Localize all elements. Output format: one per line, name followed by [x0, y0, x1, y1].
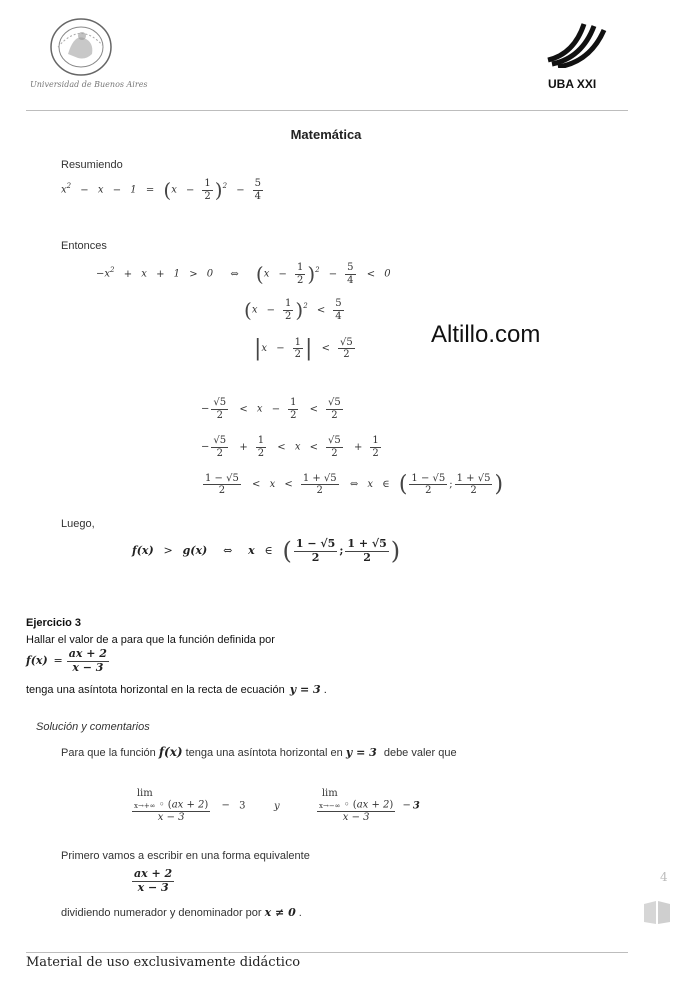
entonces-label: Entonces	[61, 240, 107, 252]
y-connector: y	[274, 801, 280, 812]
resumiendo-label: Resumiendo	[61, 159, 123, 171]
limit-minus-infinity: lim x→−∞ ◦ (ax + 2) x − 3 − 3	[319, 788, 420, 823]
watermark: Altillo.com	[431, 321, 541, 348]
inequality-line-5: − $\frac{√5}{2}$ + $\frac{1}{2}$ < x < $\frac{√5}{2}$ + $\frac{1}{2}$	[201, 435, 379, 459]
para-que-text-2: tenga una asíntota horizontal en	[185, 747, 343, 759]
footer-text: Material de uso exclusivamente didáctico	[26, 955, 301, 970]
equation-completing-square: $x^2 - x - 1 = (x$ − $\frac{1}{2}$ )$^2$ − $\frac{5}{4}$	[61, 178, 262, 202]
university-seal	[48, 16, 114, 78]
page-title: Matemática	[290, 127, 362, 142]
uba-xxi-logo	[544, 20, 608, 91]
page-flip-icon[interactable]	[643, 900, 671, 931]
equivalent-expression: $\frac{ax + 2}{x - 3}$	[134, 867, 173, 894]
footer-divider	[26, 952, 628, 953]
inequality-line-1: $-x^2 + x + 1 > 0$ ⇔ (x − $\frac{1}{2}$ )$^2$ − $\frac{5}{4}$ < 0	[96, 262, 391, 286]
dividiendo-line: dividiendo numerador y denominador por x ≠ 0 .	[61, 906, 302, 919]
inequality-line-3: |x − $\frac{1}{2}$ | < $\frac{√5}{2}$	[254, 336, 353, 361]
solucion-title: Solución y comentarios	[36, 721, 150, 733]
inequality-line-2: (x − $\frac{1}{2}$ )$^2$ < $\frac{5}{4}$	[244, 298, 342, 322]
limit-plus-infinity: lim x→+∞ ◦ (ax + 2) x − 3 − 3	[134, 788, 246, 823]
ejercicio-statement-2: tenga una asíntota horizontal en la recta de ecuación y = 3 .	[26, 683, 327, 696]
para-que-text-1: Para que la función	[61, 747, 156, 759]
inequality-line-6: $\frac{1 - √5}{2}$ < x < $\frac{1 + √5}{2}$ ⇔ x ∈ ( $\frac{1 - √5}{2}$ ; $\frac{1 + √5}{2}$ )	[205, 472, 504, 497]
luego-label: Luego,	[61, 518, 95, 530]
ejercicio-statement-2-text: tenga una asíntota horizontal en la recta de ecuación	[26, 684, 285, 696]
primero-text: Primero vamos a escribir en una forma equivalente	[61, 850, 310, 862]
function-definition: f(x) = $\frac{ax + 2}{x - 3}$	[26, 647, 107, 674]
uba-xxi-logo-text: UBA XXI	[548, 77, 597, 91]
header-divider	[26, 110, 628, 111]
university-signature: Universidad de Buenos Aires	[30, 80, 148, 89]
dividiendo-text: dividiendo numerador y denominador por	[61, 907, 262, 919]
para-que-line: Para que la función f(x) tenga una asíntota horizontal en y = 3 debe valer que	[61, 745, 457, 759]
para-que-text-3: debe valer que	[383, 747, 457, 759]
ejercicio-statement-1: Hallar el valor de a para que la función definida por	[26, 634, 275, 646]
inequality-line-4: − $\frac{√5}{2}$ < x − $\frac{1}{2}$ < $\frac{√5}{2}$	[201, 397, 341, 421]
page-number: 4	[660, 870, 668, 884]
solution-interval: f(x) > g(x) ⇔ x ∈ ( $\frac{1 - √5}{2}$ ; $\frac{1 + √5}{2}$ )	[132, 536, 401, 565]
ejercicio-title: Ejercicio 3	[26, 617, 82, 629]
